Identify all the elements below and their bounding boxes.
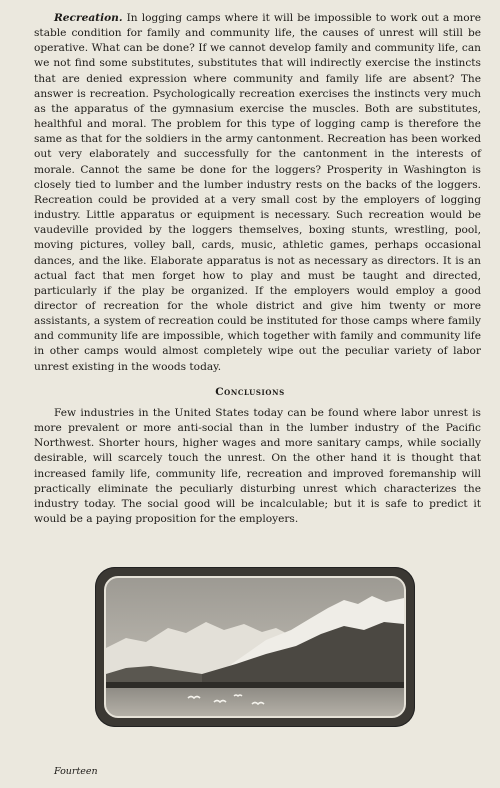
conclusions-heading: Conclusions	[215, 386, 285, 398]
recreation-paragraph	[34, 11, 481, 375]
conclusions-paragraph: Few industries in the United States today can be found where labor unrest is more prevalent or more anti-social than in the lumber industry of the Pacific Northwest. Shorter hours, higher wages and more sanitary camps, while socially desirable, will scarcely touch the unrest. On the other hand it is thought that increased family life, community life, recreation and improved foremanship will practically eliminate the peculiarly disturbing unrest which characterizes the industry today. The social good will be incalculable; but it is safe to predict it would be a paying proposition for the employers.	[34, 407, 481, 526]
page-number: Fourteen	[54, 766, 98, 777]
mountain-harbor-illustration	[106, 578, 404, 716]
photo-frame	[95, 567, 415, 727]
mountain-harbor-photo	[104, 576, 406, 718]
recreation-body: In logging camps where it will be impossible to work out a more stable condition for family and community life, the causes of unrest will still be operative. What can be done? If we cannot develop family and community life, can we not find some substitutes, substitutes that will indirectly exercise the instincts that are denied expression where community and family life are absent? The answer is recreation. Psychologically recreation exercises the instincts very much as the apparatus of the gymnasium exercise the muscles. Both are substitutes, healthful and moral. The problem for this type of logging camp is therefore the same as that for the soldiers in the army cantonment. Recreation has been worked out very elaborately and successfully for the cantonment in the interests of morale. Cannot the same be done for the loggers? Prosperity in Washington is closely tied to lumber and the lumber industry rests on the backs of the loggers. Recreation could be provided at a very small cost by the employers of logging industry. Little apparatus or equipment is necessary. Such recreation would be vaudeville provided by the loggers themselves, boxing stunts, wrestling, pool, moving pictures, volley ball, cards, music, athletic games, perhaps occasional dances, and the like. Elaborate apparatus is not as necessary as directors. It is an actual fact that men forget how to play and must be taught and directed, particularly if the play be organized. If the employers would employ a good director of recreation for the whole district and give him twenty or more assistants, a system of recreation could be instituted for those camps where family and community life are impossible, which together with family and community life in other camps would almost completely wipe out the peculiar variety of labor unrest existing in the woods today.	[34, 12, 481, 373]
recreation-lead: Recreation.	[54, 12, 123, 24]
